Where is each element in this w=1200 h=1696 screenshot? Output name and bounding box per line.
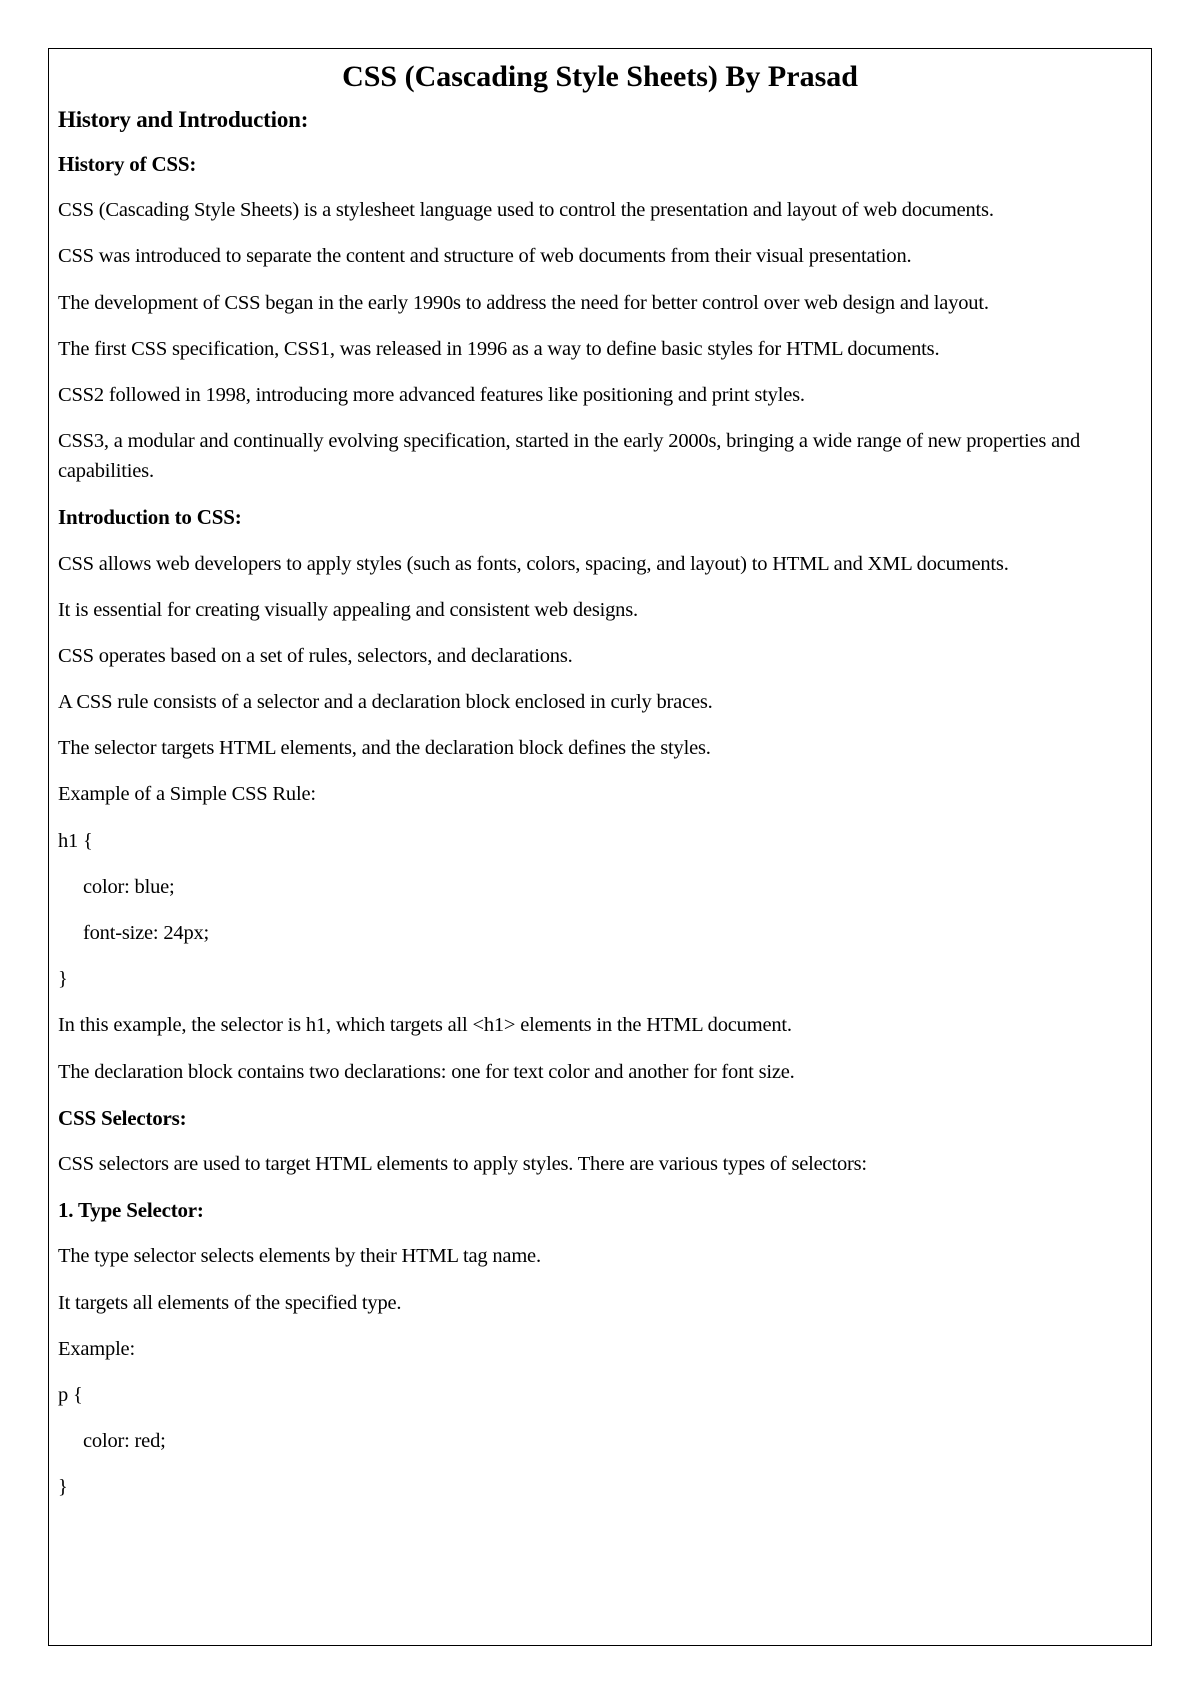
code-line: h1 { [58, 829, 93, 852]
code-line: } [58, 968, 68, 991]
paragraph: CSS3, a modular and continually evolving specification, started in the early 2000s, bringing a wide range of new properties and capabilities. [58, 430, 1081, 483]
code-line: p { [58, 1383, 83, 1406]
paragraph: A CSS rule consists of a selector and a declaration block enclosed in curly braces. [58, 691, 713, 714]
paragraph: The type selector selects elements by their HTML tag name. [58, 1245, 541, 1268]
paragraph: CSS was introduced to separate the content and structure of web documents from their visual presentation. [58, 245, 912, 268]
paragraph: The selector targets HTML elements, and the declaration block defines the styles. [58, 737, 711, 760]
document-title: CSS (Cascading Style Sheets) By Prasad [342, 60, 858, 93]
paragraph: It targets all elements of the specified type. [58, 1291, 402, 1314]
paragraph: The first CSS specification, CSS1, was released in 1996 as a way to define basic styles for HTML documents. [58, 337, 940, 360]
paragraph: CSS selectors are used to target HTML elements to apply styles. There are various types of selectors: [58, 1152, 867, 1175]
code-line-indented: color: red; [83, 1430, 166, 1453]
paragraph: In this example, the selector is h1, which targets all <h1> elements in the HTML document. [58, 1014, 792, 1037]
subsection-heading: History of CSS: [58, 152, 197, 176]
subsection-heading: 1. Type Selector: [58, 1198, 204, 1223]
document-body [58, 105, 1142, 1502]
paragraph: CSS (Cascading Style Sheets) is a stylesheet language used to control the presentation and layout of web documents. [58, 199, 994, 222]
code-line-indented: color: blue; [83, 875, 175, 898]
code-line: } [58, 1476, 68, 1499]
paragraph: It is essential for creating visually appealing and consistent web designs. [58, 598, 638, 621]
subsection-heading: Introduction to CSS: [58, 505, 242, 530]
paragraph: CSS operates based on a set of rules, selectors, and declarations. [58, 644, 573, 667]
page-frame [48, 48, 1152, 1646]
subsection-heading: CSS Selectors: [58, 1105, 187, 1130]
paragraph: The declaration block contains two declarations: one for text color and another for font size. [58, 1060, 795, 1083]
paragraph: Example: [58, 1337, 135, 1360]
paragraph: Example of a Simple CSS Rule: [58, 783, 316, 806]
paragraph: The development of CSS began in the early 1990s to address the need for better control over web design and layout. [58, 291, 989, 314]
section-heading: History and Introduction: [58, 107, 309, 132]
paragraph: CSS2 followed in 1998, introducing more advanced features like positioning and print styles. [58, 383, 805, 406]
paragraph: CSS allows web developers to apply styles (such as fonts, colors, spacing, and layout) to HTML and XML documents. [58, 552, 1009, 575]
code-line-indented: font-size: 24px; [83, 922, 210, 944]
